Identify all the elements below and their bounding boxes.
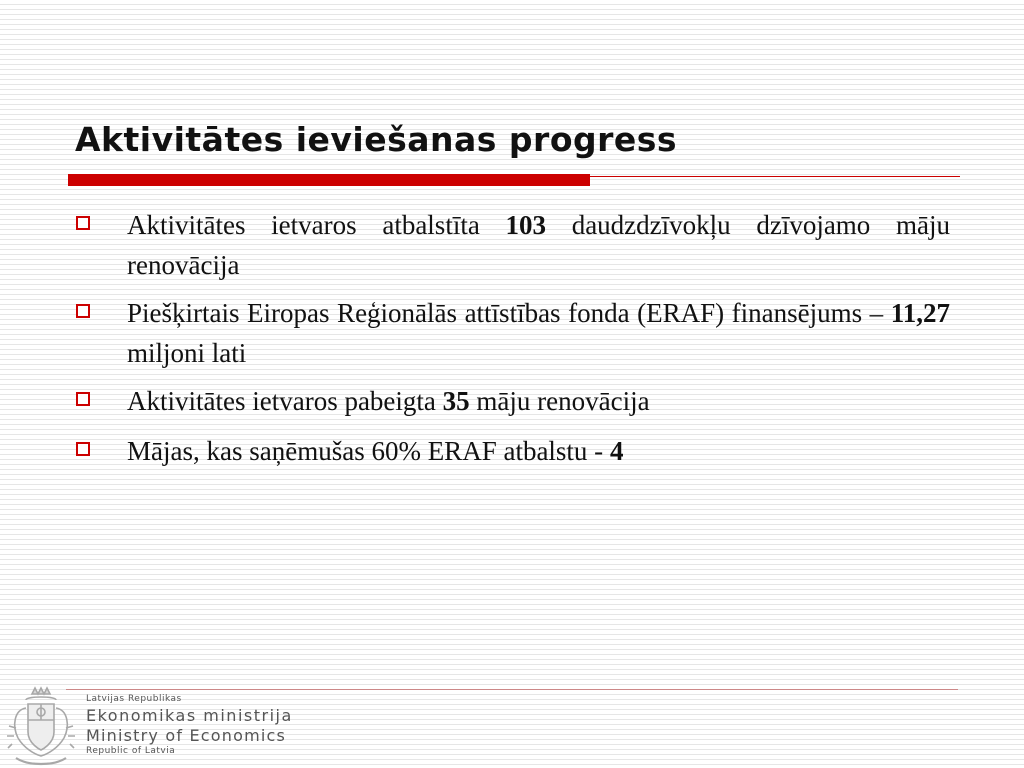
bullet-list — [76, 205, 950, 481]
bullet-text: daudzdzīvokļu dzīvojamo māju renovācija — [127, 210, 950, 280]
bullet-text: māju renovācija — [469, 386, 650, 416]
bullet-item — [76, 205, 950, 285]
footer-line-ministry-en: Ministry of Economics — [86, 726, 287, 745]
square-bullet-icon — [76, 442, 90, 456]
bullet-value: 103 — [505, 210, 546, 240]
bullet-text: Mājas, kas saņēmušas 60% ERAF atbalstu - — [127, 436, 610, 466]
footer-line-country-en: Republic of Latvia — [86, 746, 176, 756]
bullet-item — [76, 431, 950, 471]
bullet-value: 11,27 — [890, 298, 950, 328]
bullet-value: 4 — [609, 436, 624, 466]
bullet-item — [76, 381, 950, 421]
footer-line-ministry-lv: Ekonomikas ministrija — [86, 706, 293, 725]
square-bullet-icon — [76, 304, 90, 318]
bullet-text: Aktivitātes ietvaros atbalstīta — [127, 210, 506, 240]
square-bullet-icon — [76, 392, 90, 406]
coat-of-arms-icon — [4, 686, 78, 768]
title-underline-thin — [590, 176, 960, 177]
bullet-value: 35 — [442, 386, 470, 416]
footer-line-country-lv: Latvijas Republikas — [86, 694, 182, 704]
slide-title: Aktivitātes ieviešanas progress — [75, 120, 678, 159]
bullet-text: Piešķirtais Eiropas Reģionālās attīstības fonda (ERAF) finansējums – — [127, 298, 891, 328]
bullet-text: Aktivitātes ietvaros pabeigta — [127, 386, 443, 416]
square-bullet-icon — [76, 216, 90, 230]
bullet-item — [76, 293, 950, 373]
ministry-logo-text — [86, 694, 293, 757]
title-underline-red — [68, 174, 590, 186]
footer-divider — [66, 689, 958, 690]
bullet-text: miljoni lati — [127, 338, 247, 368]
